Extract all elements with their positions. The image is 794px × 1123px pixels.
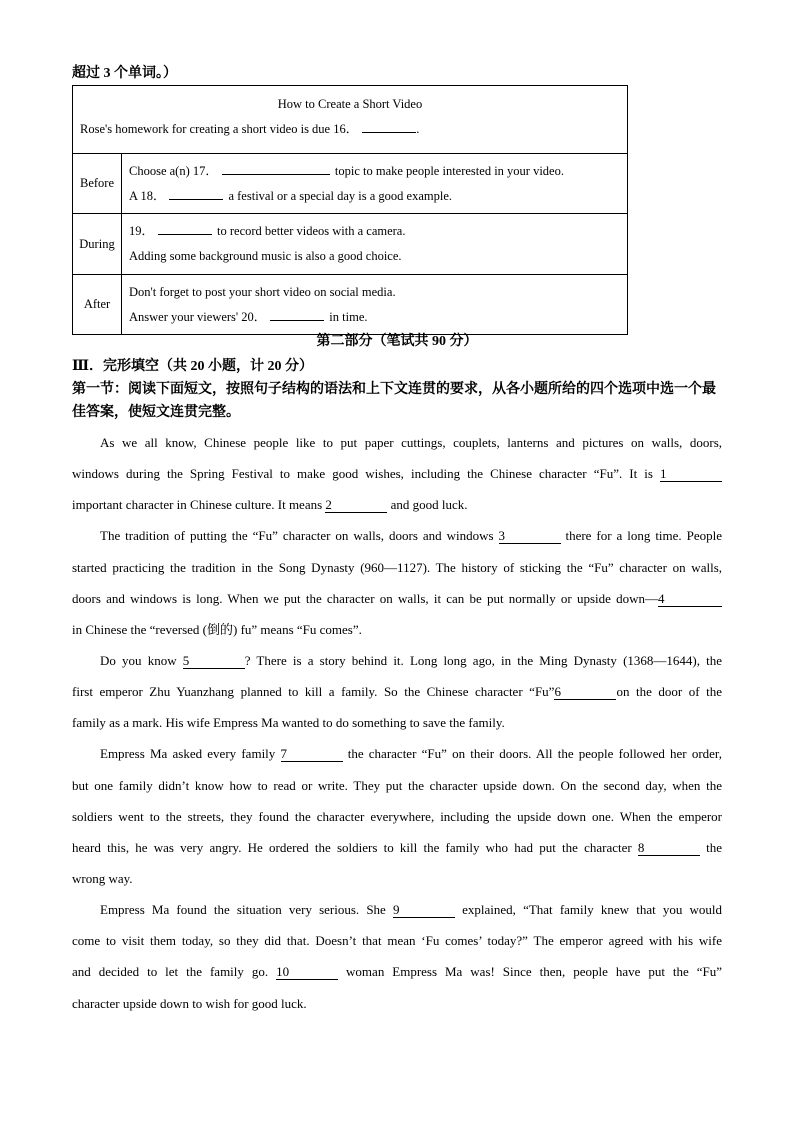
stage-content bbox=[122, 275, 628, 335]
table-title: How to Create a Short Video bbox=[277, 97, 423, 111]
passage-line: and decided to let the family go. 10 woman Empress Ma was! Since then, people have put the “Fu” bbox=[72, 964, 722, 980]
stage-label: After bbox=[73, 275, 122, 335]
table-due-line: Rose's homework for creating a short video is due 16． . bbox=[80, 122, 420, 136]
table-row bbox=[73, 275, 628, 335]
table-row bbox=[73, 214, 628, 275]
cloze-blank-1[interactable]: 1 bbox=[660, 467, 722, 482]
passage-line: heard this, he was very angry. He ordered the soldiers to kill the family who had put the character 8 the bbox=[72, 839, 722, 855]
passage-line: important character in Chinese culture. It means 2 and good luck. bbox=[72, 497, 468, 513]
stage-content bbox=[122, 214, 628, 275]
answer-blank-17[interactable] bbox=[222, 162, 330, 175]
table-line: Don't forget to post your short video on social media. bbox=[129, 284, 396, 299]
passage-line: in Chinese the “reversed (倒的) fu” means “Fu comes”. bbox=[72, 621, 362, 637]
passage-line: doors and windows is long. When we put the character on walls, it can be put normally or upside down—4 bbox=[72, 583, 722, 614]
passage-line: windows during the Spring Festival to make good wishes, including the Chinese character “Fu”. It is 1 bbox=[72, 458, 722, 489]
cloze-blank-2[interactable]: 2 bbox=[325, 498, 387, 513]
table-line: Adding some background music is also a good choice. bbox=[129, 249, 402, 263]
passage-line: family as a mark. His wife Empress Ma wanted to do something to save the family. bbox=[72, 715, 505, 731]
passage-line: wrong way. bbox=[72, 870, 133, 886]
passage-line: soldiers went to the streets, they found the character everywhere, including the upside down one. When the emperor bbox=[72, 808, 722, 824]
stage-label: Before bbox=[73, 154, 122, 214]
table-header-row bbox=[73, 86, 628, 154]
cloze-blank-3[interactable]: 3 bbox=[499, 529, 561, 544]
answer-blank-16[interactable] bbox=[362, 120, 416, 133]
section-three-heading: Ⅲ．完形填空（共 20 小题，计 20 分） bbox=[72, 359, 314, 374]
table-line: Choose a(n) 17． topic to make people interested in your video. bbox=[129, 163, 564, 178]
table-line: Answer your viewers' 20． in time. bbox=[129, 309, 368, 324]
passage-line: character upside down to wish for good luck. bbox=[72, 995, 307, 1011]
summary-table bbox=[72, 85, 628, 335]
answer-blank-20[interactable] bbox=[270, 308, 324, 321]
part-two-heading: 第二部分（笔试共 90 分） bbox=[316, 334, 478, 349]
passage-line: started practicing the tradition in the Song Dynasty (960—1127). The history of sticking the “Fu” character on walls, bbox=[72, 559, 722, 575]
passage-line: first emperor Zhu Yuanzhang planned to kill a family. So the Chinese character “Fu”6 on the door of the bbox=[72, 684, 722, 700]
passage-line: Empress Ma asked every family 7 the character “Fu” on their doors. All the people followed her order, bbox=[100, 746, 722, 762]
passage-line: come to visit them today, so they did that. Doesn’t that mean ‘Fu comes’ today?” The emperor agreed with his wife bbox=[72, 933, 722, 949]
cloze-passage bbox=[72, 427, 722, 1019]
answer-blank-18[interactable] bbox=[169, 187, 223, 200]
passage-line: but one family didn’t know how to read or write. They put the character upside down. On the second day, when the bbox=[72, 777, 722, 793]
answer-blank-19[interactable] bbox=[158, 222, 212, 235]
cloze-blank-5[interactable]: 5 bbox=[183, 654, 245, 669]
passage-line: Do you know 5 ? There is a story behind it. Long long ago, in the Ming Dynasty (1368—1644), the bbox=[100, 652, 722, 668]
stage-label: During bbox=[73, 214, 122, 275]
table-header-cell bbox=[73, 86, 628, 154]
cloze-blank-9[interactable]: 9 bbox=[393, 903, 455, 918]
passage-line: As we all know, Chinese people like to put paper cuttings, couplets, lanterns and pictures on walls, doors, bbox=[100, 435, 722, 450]
passage-line: Empress Ma found the situation very serious. She 9 explained, “That family knew that you would bbox=[100, 902, 722, 918]
intro-text: 超过 3 个单词。） bbox=[72, 66, 177, 81]
cloze-blank-8[interactable]: 8 bbox=[638, 841, 700, 856]
cloze-blank-4[interactable]: 4 bbox=[658, 592, 722, 607]
table-row bbox=[73, 154, 628, 214]
cloze-blank-10[interactable]: 10 bbox=[276, 965, 338, 980]
table-line: 19． to record better videos with a camera. bbox=[129, 224, 406, 238]
passage-line: The tradition of putting the “Fu” character on walls, doors and windows 3 there for a long time. People bbox=[100, 528, 722, 544]
section-instruction: 第一节：阅读下面短文，按照句子结构的语法和上下文连贯的要求，从各小题所给的四个选项中选一个最佳答案，使短文连贯完整。 bbox=[72, 382, 716, 420]
table-line: A 18． a festival or a special day is a good example. bbox=[129, 188, 452, 203]
cloze-blank-6[interactable]: 6 bbox=[554, 685, 616, 700]
cloze-blank-7[interactable]: 7 bbox=[281, 747, 343, 762]
stage-content bbox=[122, 154, 628, 214]
